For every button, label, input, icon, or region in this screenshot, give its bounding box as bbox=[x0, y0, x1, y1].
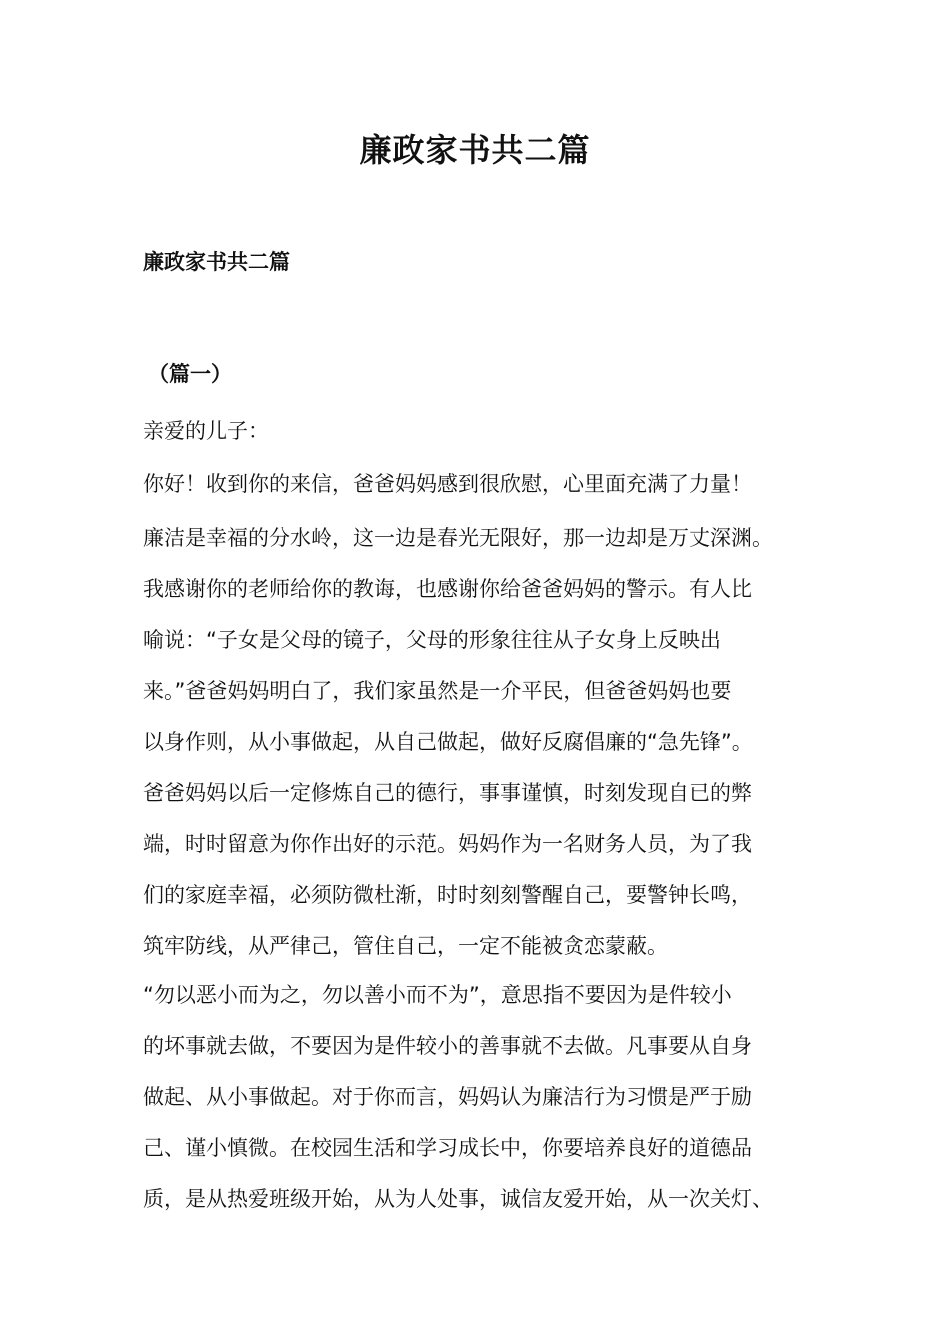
paragraph-2 bbox=[143, 513, 823, 972]
paragraph-line: 们的家庭幸福，必须防微杜渐，时时刻刻警醒自己，要警钟长鸣， bbox=[143, 883, 752, 907]
paragraph-3 bbox=[143, 970, 823, 1225]
paragraph-line: 爸爸妈妈以后一定修炼自己的德行，事事谨慎，时刻发现自已的弊 bbox=[143, 781, 752, 805]
section-label: （篇一） bbox=[148, 362, 232, 386]
paragraph-line: 质，是从热爱班级开始，从为人处事，诚信友爱开始，从一次关灯、 bbox=[143, 1187, 773, 1211]
paragraph-line: 你好！收到你的来信，爸爸妈妈感到很欣慰，心里面充满了力量！ bbox=[143, 472, 752, 496]
paragraph-line: 来。”爸爸妈妈明白了，我们家虽然是一介平民，但爸爸妈妈也要 bbox=[143, 679, 732, 703]
salutation bbox=[143, 406, 823, 457]
paragraph-line: “勿以恶小而为之，勿以善小而不为”，意思指不要因为是件较小 bbox=[143, 983, 732, 1007]
paragraph-line: 廉洁是幸福的分水岭，这一边是春光无限好，那一边却是万丈深渊。 bbox=[143, 526, 773, 550]
paragraph-line: 以身作则，从小事做起，从自己做起，做好反腐倡廉的“急先锋”。 bbox=[143, 730, 753, 754]
paragraph-line: 己、谨小慎微。在校园生活和学习成长中，你要培养良好的道德品 bbox=[143, 1136, 752, 1160]
paragraph-line: 我感谢你的老师给你的教诲，也感谢你给爸爸妈妈的警示。有人比 bbox=[143, 577, 752, 601]
paragraph-line: 喻说：“子女是父母的镜子，父母的形象往往从子女身上反映出 bbox=[143, 628, 721, 652]
paragraph-line: 端，时时留意为你作出好的示范。妈妈作为一名财务人员，为了我 bbox=[143, 832, 752, 856]
paragraph-line: 做起、从小事做起。对于你而言，妈妈认为廉洁行为习惯是严于励 bbox=[143, 1085, 752, 1109]
paragraph-1 bbox=[143, 459, 823, 510]
document-title: 廉政家书共二篇 bbox=[359, 131, 591, 169]
document-subtitle: 廉政家书共二篇 bbox=[143, 250, 290, 274]
paragraph-line: 筑牢防线，从严律己，管住自己，一定不能被贪恋蒙蔽。 bbox=[143, 934, 668, 958]
salutation-line: 亲爱的儿子： bbox=[143, 419, 269, 443]
paragraph-line: 的坏事就去做，不要因为是件较小的善事就不去做。凡事要从自身 bbox=[143, 1034, 752, 1058]
